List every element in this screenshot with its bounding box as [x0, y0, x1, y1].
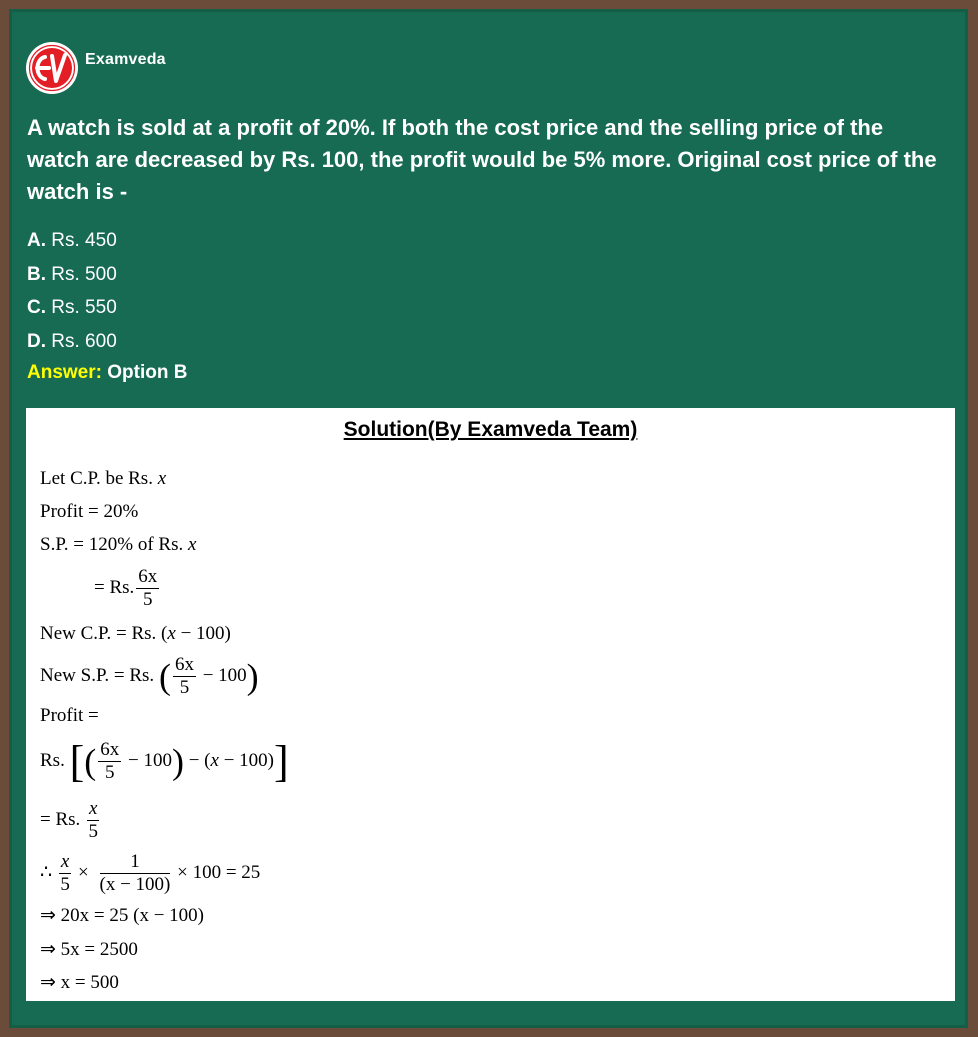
- option-c[interactable]: [27, 291, 117, 325]
- text: = Rs.: [94, 576, 135, 598]
- numerator: x: [60, 851, 70, 872]
- solution-panel: [26, 408, 955, 1001]
- open-paren: (: [84, 741, 97, 782]
- option-a[interactable]: [27, 224, 117, 258]
- denominator: 5: [104, 762, 115, 783]
- fraction: [98, 739, 121, 784]
- option-b[interactable]: [27, 258, 117, 292]
- solution-line-13: ⇒ x = 500: [40, 972, 119, 993]
- text: − 100: [127, 749, 172, 771]
- option-text: Rs. 550: [51, 297, 117, 318]
- option-text: Rs. 500: [51, 263, 117, 285]
- examveda-logo-icon: [25, 41, 79, 95]
- fraction: [173, 654, 196, 699]
- fraction: [136, 566, 159, 611]
- text: − 100: [202, 664, 247, 686]
- solution-line-6: [40, 654, 259, 699]
- options-list: [27, 224, 117, 358]
- solution-line-1: [40, 468, 166, 490]
- solution-line-3: [40, 534, 196, 556]
- denominator: 5: [143, 589, 153, 610]
- answer-value: Option B: [107, 362, 188, 383]
- question-board: [9, 9, 968, 1028]
- option-letter: B.: [27, 263, 46, 285]
- var: x: [157, 468, 167, 489]
- times-symbol: ×: [78, 861, 89, 883]
- numerator: 6x: [174, 654, 194, 675]
- numerator: x: [89, 798, 98, 819]
- brand-name: Examveda: [85, 51, 166, 68]
- text: S.P. = 120% of Rs.: [40, 534, 188, 555]
- text: × 100 = 25: [177, 861, 261, 883]
- option-letter: A.: [27, 230, 46, 251]
- denominator: 5: [179, 677, 190, 698]
- solution-line-4: [94, 566, 161, 611]
- solution-line-10: [40, 851, 260, 896]
- numerator: 1: [100, 851, 171, 874]
- close-paren: ): [171, 741, 184, 782]
- answer-line: [27, 359, 187, 387]
- close-bracket: ]: [273, 737, 289, 786]
- text: − (: [188, 749, 211, 771]
- solution-line-8: [40, 736, 289, 787]
- text: New C.P. = Rs. (: [40, 623, 168, 644]
- numerator: 6x: [138, 566, 158, 587]
- denominator: 5: [60, 874, 70, 895]
- text: − 100): [218, 749, 274, 771]
- open-paren: (: [158, 656, 171, 697]
- var: x: [210, 749, 219, 771]
- text: = Rs.: [40, 808, 81, 830]
- fraction: [100, 851, 171, 896]
- text: Let C.P. be Rs.: [40, 468, 158, 489]
- option-text: Rs. 600: [51, 330, 117, 352]
- text: New S.P. = Rs.: [40, 664, 155, 686]
- brand[interactable]: [25, 41, 166, 95]
- denominator: (x − 100): [99, 874, 171, 895]
- option-letter: C.: [27, 297, 46, 318]
- solution-line-2: Profit = 20%: [40, 501, 139, 522]
- text: Rs.: [40, 749, 65, 771]
- answer-label: Answer:: [27, 362, 102, 383]
- solution-line-5: [40, 623, 231, 645]
- fraction: [87, 798, 99, 843]
- text: − 100): [175, 623, 231, 644]
- option-text: Rs. 450: [51, 230, 117, 251]
- option-letter: D.: [27, 330, 46, 352]
- solution-line-12: ⇒ 5x = 2500: [40, 939, 138, 960]
- question-text: A watch is sold at a profit of 20%. If both the cost price and the selling price of the watch are decreased by Rs. 100, the profit would be 5% more. Original cost price of the watch is -: [27, 115, 937, 204]
- option-d[interactable]: [27, 325, 117, 359]
- therefore-symbol: ∴: [40, 861, 53, 883]
- numerator: 6x: [100, 739, 120, 760]
- solution-line-9: [40, 798, 101, 843]
- var: x: [167, 623, 176, 644]
- var: x: [187, 534, 197, 555]
- close-paren: ): [246, 656, 259, 697]
- fraction: [59, 851, 71, 896]
- open-bracket: [: [69, 737, 85, 786]
- solution-line-7: Profit =: [40, 705, 99, 726]
- denominator: 5: [88, 821, 99, 842]
- solution-title: Solution(By Examveda Team): [343, 418, 638, 441]
- solution-line-11: ⇒ 20x = 25 (x − 100): [40, 905, 205, 926]
